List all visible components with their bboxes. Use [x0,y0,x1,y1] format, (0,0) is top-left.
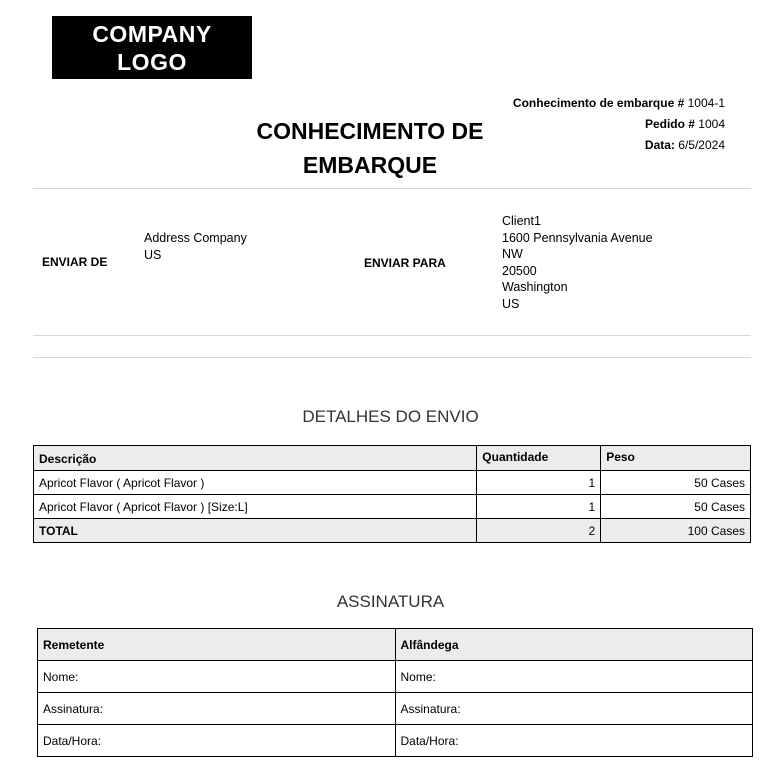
sender-header: Remetente [38,629,396,661]
date-label: Data: [644,138,675,152]
sender-name-field: Nome: [38,661,396,693]
total-quantity: 2 [477,519,601,543]
customs-name-field: Nome: [395,661,753,693]
ship-to-line: Client1 [502,214,541,228]
table-row [38,693,753,725]
item-description: Apricot Flavor ( Apricot Flavor ) [Size:L] [34,495,477,519]
total-weight: 100 Cases [601,519,751,543]
ship-to-address [502,213,653,312]
item-description: Apricot Flavor ( Apricot Flavor ) [34,471,477,495]
signature-table [37,628,753,757]
page-title-line-2: EMBARQUE [302,152,438,178]
ship-to-line: 20500 [502,263,537,278]
table-header-row [34,446,751,471]
column-header-quantity: Quantidade [477,446,601,471]
order-number-label: Pedido # [644,117,695,131]
page-title-line-1: CONHECIMENTO DE [256,118,484,144]
ship-to-line: 1600 Pennsylvania Avenue [502,230,653,245]
total-row [34,519,751,543]
ship-from-address [144,230,247,263]
signature-title: ASSINATURA [336,592,445,611]
ship-from-line: US [144,247,162,262]
ship-to-line: US [502,296,520,311]
customs-header: Alfândega [395,629,753,661]
divider [33,188,751,189]
bol-number-row [513,96,725,117]
ship-to-line: Washington [502,280,568,294]
bol-number-value: 1004-1 [687,96,725,110]
column-header-description: Descrição [34,446,477,471]
table-row [38,725,753,757]
company-logo [52,16,252,79]
sender-datetime-field: Data/Hora: [38,725,396,757]
divider [33,335,751,336]
shipping-details-table [33,445,751,543]
date-row [513,138,725,159]
ship-to-label: ENVIAR PARA [364,256,446,270]
date-value: 6/5/2024 [678,138,725,152]
item-quantity: 1 [477,471,601,495]
customs-signature-field: Assinatura: [395,693,753,725]
table-header-row [38,629,753,661]
shipping-details-title: DETALHES DO ENVIO [302,407,479,426]
item-weight: 50 Cases [601,495,751,519]
divider [33,357,751,358]
sender-signature-field: Assinatura: [38,693,396,725]
ship-from-line: Address Company [144,231,247,245]
item-weight: 50 Cases [601,471,751,495]
customs-datetime-field: Data/Hora: [395,725,753,757]
logo-line-2: LOGO [117,48,187,75]
item-quantity: 1 [477,495,601,519]
table-row [34,471,751,495]
page-title [240,114,500,182]
ship-to-line: NW [502,247,523,261]
column-header-weight: Peso [601,446,751,471]
logo-line-1: COMPANY [92,20,212,47]
document-meta [513,96,725,159]
order-number-row [513,117,725,138]
table-row [34,495,751,519]
bol-number-label: Conhecimento de embarque # [512,96,685,110]
table-row [38,661,753,693]
ship-from-label: ENVIAR DE [42,255,108,269]
total-label: TOTAL [34,519,477,543]
order-number-value: 1004 [698,117,725,131]
